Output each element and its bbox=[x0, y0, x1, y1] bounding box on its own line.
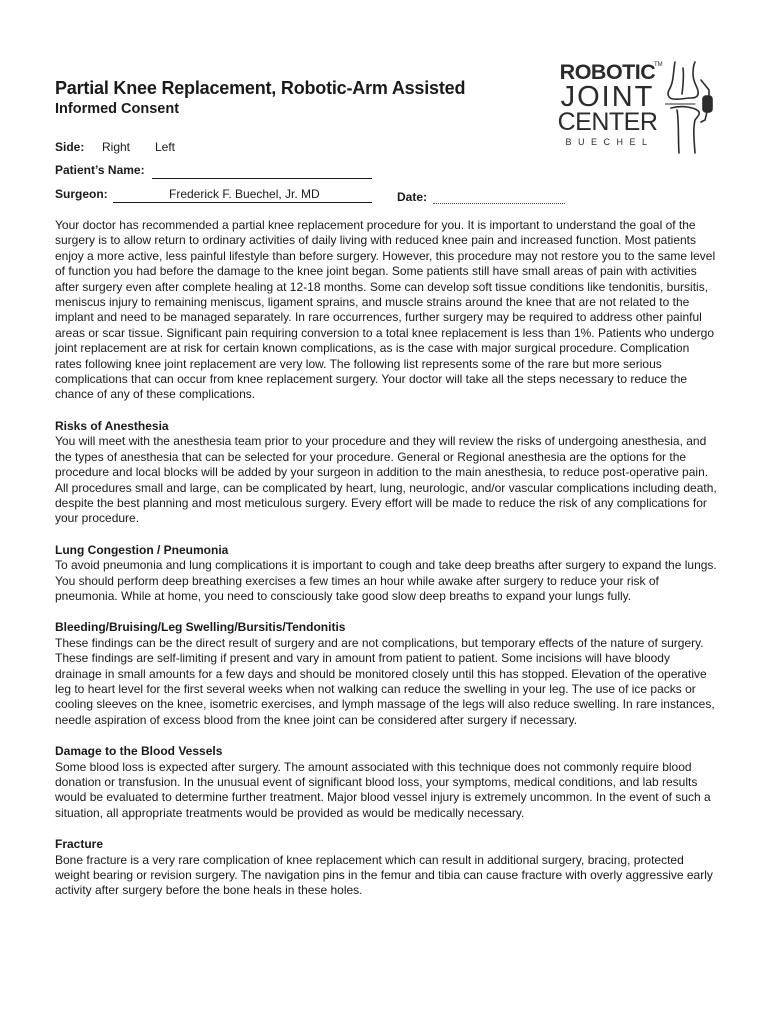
side-option-left[interactable]: Left bbox=[155, 140, 176, 154]
section-text: Bone fracture is a very rare complication of knee replacement which can result in additional surgery, bracing, protected weight bearing or revision surgery. The navigation pins in the femur and tibia can cause fracture with overly aggressive early activity after surgery before the bone heals in these holes. bbox=[55, 852, 713, 898]
logo-line-joint: JOINT bbox=[560, 81, 655, 113]
side-label: Side: bbox=[55, 140, 85, 154]
section-text: Some blood loss is expected after surgery. The amount associated with this technique does not commonly require blood donation or transfusion. In the unusual event of significant blood loss, your symptoms, medical conditions, and lab results would be evaluated to determine further treatment. Major blood vessel injury is extremely uncommon. In the event of such a situation, all appropriate treatments would be provided as would be medically necessary. bbox=[55, 759, 711, 820]
date-label: Date: bbox=[397, 190, 428, 204]
patient-name-label: Patient’s Name: bbox=[55, 163, 145, 177]
document-body bbox=[55, 218, 717, 899]
section-heading: Lung Congestion / Pneumonia bbox=[55, 542, 229, 557]
robotic-joint-center-logo bbox=[555, 60, 715, 155]
section-heading: Fracture bbox=[55, 837, 104, 852]
patient-name-field bbox=[55, 163, 375, 177]
logo-line-robotic: ROBOTIC bbox=[559, 60, 656, 84]
date-field bbox=[397, 190, 427, 204]
surgeon-name: Frederick F. Buechel, Jr. MD bbox=[169, 187, 320, 201]
surgeon-field bbox=[55, 187, 375, 201]
logo-line-buechel: BUECHEL bbox=[565, 137, 654, 147]
date-line[interactable] bbox=[433, 203, 565, 204]
surgeon-line bbox=[113, 187, 372, 203]
logo-line-center: CENTER bbox=[557, 108, 658, 136]
document-subtitle: Informed Consent bbox=[55, 101, 180, 117]
section-fracture bbox=[55, 837, 717, 899]
intro-paragraph: Your doctor has recommended a partial knee replacement procedure for you. It is important to understand the goal of the surgery is to allow return to ordinary activities of daily living with reduced knee pain and increased function. Most patients enjoy a more active, less painful lifestyle than before surgery. However, this procedure may not restore you to the same level of function you had before the damage to the knee joint began. Some patients still have small areas of pain with activities after surgery even after complete healing at 12-18 months. Some can develop soft tissue conditions like tendonitis, bursitis, meniscus injury to remaining meniscus, ligament sprains, and muscle strains around the knee that are not related to the implant and need to be managed separately. In rare occurrences, further surgery may be required to address other painful areas or scar tissue. Significant pain requiring conversion to a total knee replacement is less than 1%. Patients who undergo joint replacement are at risk for certain known complications, as is the case with major surgical procedure. Complication rates following knee joint replacement are very low. The following list represents some of the rare but more serious complications that can occur from knee replacement surgery. Your doctor will take all the steps necessary to reduce the chance of any of these complications. bbox=[55, 218, 716, 402]
knee-joint-icon bbox=[665, 60, 715, 155]
section-pneumonia bbox=[55, 543, 717, 605]
section-heading: Bleeding/Bruising/Leg Swelling/Bursitis/Tendonitis bbox=[55, 620, 346, 635]
side-field bbox=[55, 140, 176, 154]
patient-name-line[interactable] bbox=[152, 163, 372, 179]
section-blood-vessels bbox=[55, 744, 717, 821]
section-bleeding bbox=[55, 620, 717, 728]
surgeon-label: Surgeon: bbox=[55, 187, 108, 201]
section-text: To avoid pneumonia and lung complications it is important to cough and take deep breaths after surgery to expand the lungs. You should perform deep breathing exercises a few times an hour while awake after surgery to reduce your risk of pneumonia. While at home, you need to consciously take good slow deep breaths to expand your lungs fully. bbox=[55, 558, 717, 603]
section-text: You will meet with the anesthesia team prior to your procedure and they will review the risks of undergoing anesthesia, and the types of anesthesia that can be selected for your procedure. General or Regional anesthesia are the options for the procedure and local blocks will be added by your surgeon in addition to the main anesthesia, to reduce post-operative pain. All procedures small and large, can be complicated by heart, lung, neurologic, and/or vascular complications including death, despite the best planning and most meticulous surgery. Every effort will be made to reduce the risk of any complications for your procedure. bbox=[55, 434, 717, 526]
section-text: These findings can be the direct result of surgery and are not complications, but temporary effects of the nature of surgery. These findings are self-limiting if present and vary in amount from patient to patient. Some incisions will have bloody drainage in small amounts for a few days and should be monitored closely until this has stopped. Elevation of the operative leg to heart level for the first several weeks when not walking can reduce the swelling in your leg. The use of ice packs or cooling sleeves on the knee, isometric exercises, and lymph massage of the legs will also reduce swelling. In rare instances, needle aspiration of excess blood from the knee joint can be considered after surgery if necessary. bbox=[55, 635, 715, 727]
logo-trademark: TM bbox=[654, 62, 663, 68]
section-heading: Damage to the Blood Vessels bbox=[55, 744, 223, 759]
document-title: Partial Knee Replacement, Robotic-Arm Assisted bbox=[55, 78, 466, 98]
section-heading: Risks of Anesthesia bbox=[55, 418, 169, 433]
section-anesthesia bbox=[55, 419, 717, 527]
side-option-right[interactable]: Right bbox=[102, 140, 131, 154]
